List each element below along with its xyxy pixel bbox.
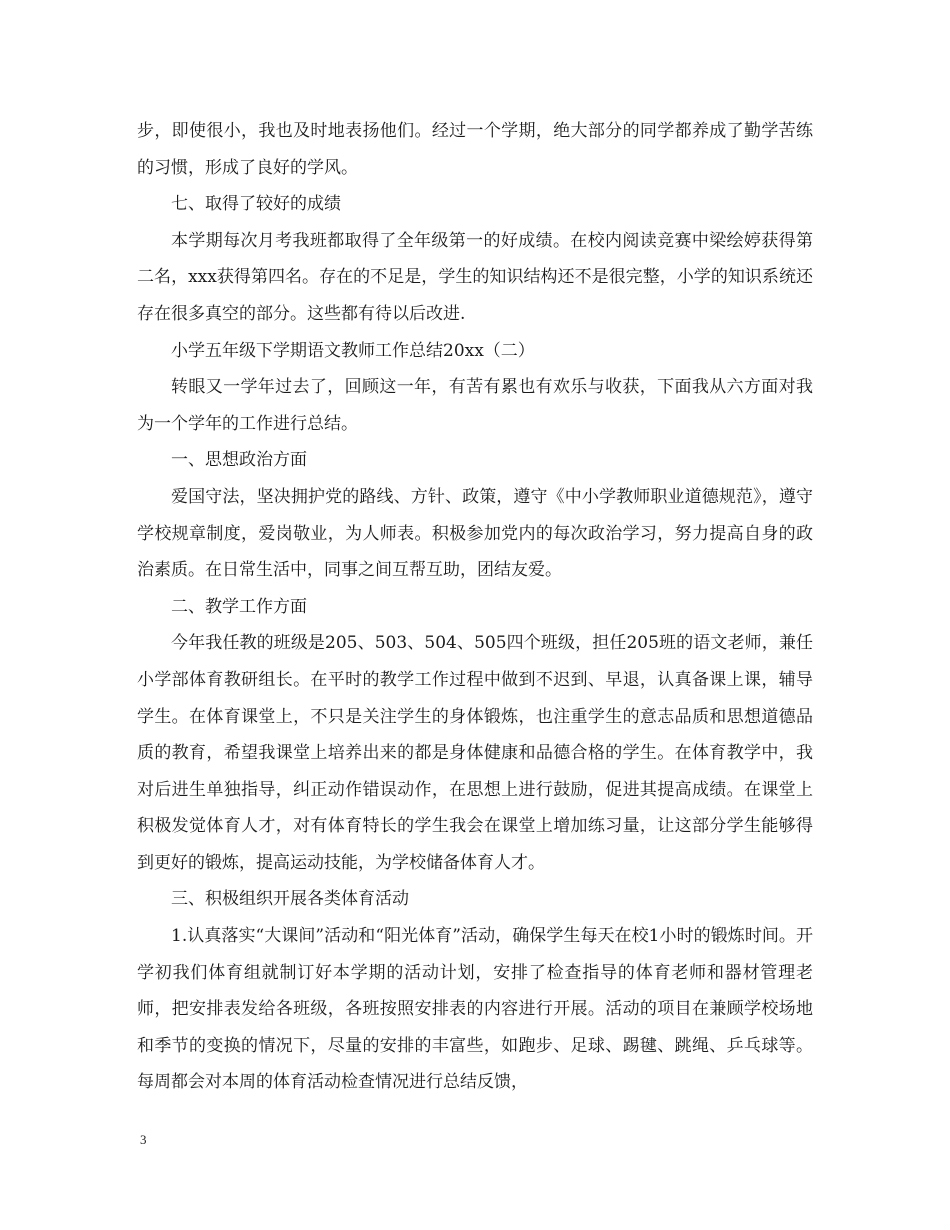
paragraph-teaching: 今年我任教的班级是205、503、504、505四个班级，担任205班的语文老师，兼任小学部体育教研组长。在平时的教学工作过程中做到不迟到、早退，认真备课上课，辅导学生。在体育课堂上，不只是关注学生的身体锻炼，也注重学生的意志品质和思想道德品质的教育，希望我课堂上培养出来的都是身体健康和品德合格的学生。在体育教学中，我对后进生单独指导，纠正动作错误动作，在思想上进行鼓励，促进其提高成绩。在课堂上积极发觉体育人才，对有体育特长的学生我会在课堂上增加练习量，让这部分学生能够得到更好的锻炼，提高运动技能，为学校储备体育人才。: [137, 633, 813, 873]
paragraph-continuation: 步，即使很小，我也及时地表扬他们。经过一个学期，绝大部分的同学都养成了勤学苦练的习惯，形成了良好的学风。: [137, 121, 813, 178]
section-heading-teaching: 二、教学工作方面: [171, 596, 307, 617]
section-heading-achievements: 七、取得了较好的成绩: [171, 194, 341, 215]
section-heading-political: 一、思想政治方面: [171, 450, 307, 471]
paragraph-political: 爱国守法，坚决拥护党的路线、方针、政策，遵守《中小学教师职业道德规范》，遵守学校规章制度，爱岗敬业，为人师表。积极参加党内的每次政治学习，努力提高自身的政治素质。在日常生活中，同事之间互帮互助，团结友爱。: [137, 486, 813, 581]
paragraph-introduction: 转眼又一学年过去了，回顾这一年，有苦有累也有欢乐与收获，下面我从六方面对我为一个学年的工作进行总结。: [137, 377, 813, 434]
page-number: 3: [140, 1132, 147, 1147]
section-heading-activities: 三、积极组织开展各类体育活动: [171, 889, 409, 910]
paragraph-activities: 1.认真落实“大课间”活动和“阳光体育”活动，确保学生每天在校1小时的锻炼时间。开学初我们体育组就制订好本学期的活动计划，安排了检查指导的体育老师和器材管理老师，把安排表发给各班级，各班按照安排表的内容进行开展。活动的项目在兼顾学校场地和季节的变换的情况下，尽量的安排的丰富些，如跑步、足球、踢毽、跳绳、乒乓球等。每周都会对本周的体育活动检查情况进行总结反馈，: [137, 926, 813, 1093]
document-subtitle: 小学五年级下学期语文教师工作总结20xx（二）: [171, 340, 535, 361]
paragraph-achievements: 本学期每次月考我班都取得了全年级第一的好成绩。在校内阅读竞赛中梁绘婷获得第二名，xxx获得第四名。存在的不足是，学生的知识结构还不是很完整，小学的知识系统还存在很多真空的部分。这些都有待以后改进.: [137, 230, 813, 324]
document-body: [137, 113, 813, 1101]
